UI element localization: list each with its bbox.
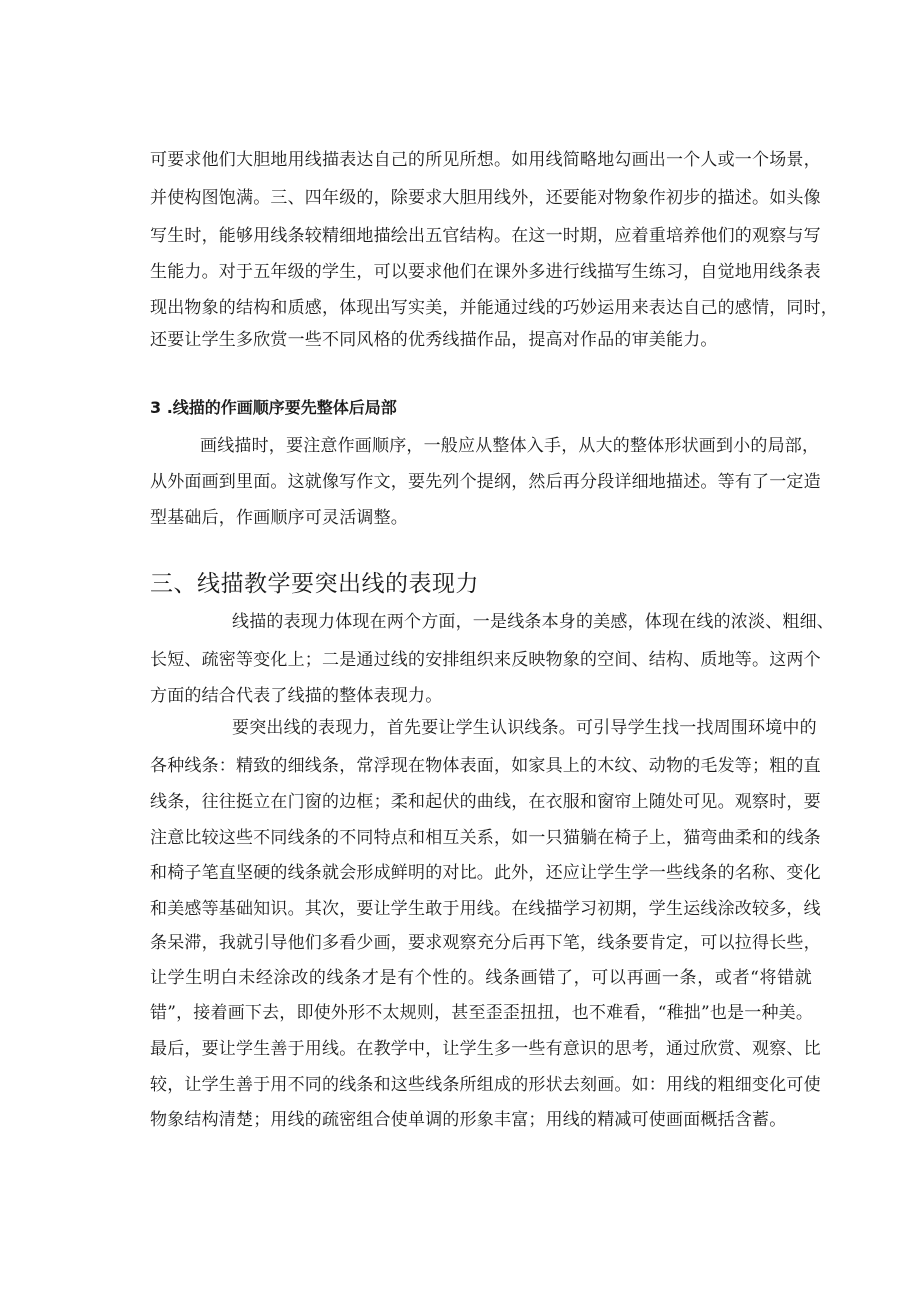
body-text-line: 方面的结合代表了线描的整体表现力。 <box>150 686 443 706</box>
body-text-line: 从外面画到里面。这就像写作文，要先列个提纲，然后再分段详细地描述。等有了一定造 <box>150 472 821 492</box>
body-text-line: 和椅子笔直坚硬的线条就会形成鲜明的对比。此外，还应让学生学一些线条的名称、变化 <box>150 863 821 883</box>
body-text-line: 最后，要让学生善于用线。在教学中，让学生多一些有意识的思考，通过欣赏、观察、比 <box>150 1039 821 1059</box>
body-text-line: 线描的表现力体现在两个方面，一是线条本身的美感，体现在线的浓淡、粗细、 <box>232 612 834 632</box>
body-text-line: 还要让学生多欣赏一些不同风格的优秀线描作品，提高对作品的审美能力。 <box>150 330 718 350</box>
body-text-line: 画线描时，要注意作画顺序，一般应从整体入手，从大的整体形状画到小的局部， <box>200 436 820 456</box>
body-text-line: 错”，接着画下去，即使外形不太规则，甚至歪歪扭扭，也不难看，“稚拙”也是一种美。 <box>150 1003 814 1023</box>
subsection-title: 3 .线描的作画顺序要先整体后局部 <box>150 398 397 417</box>
body-text-line: 写生时，能够用线条较精细地描绘出五官结构。在这一时期，应着重培养他们的观察与写 <box>150 226 821 246</box>
body-text-line: 要突出线的表现力，首先要让学生认识线条。可引导学生找一找周围环境中的 <box>232 718 817 738</box>
body-text-line: 让学生明白未经涂改的线条才是有个性的。线条画错了，可以再画一条，或者“将错就 <box>150 968 812 988</box>
body-text-line: 生能力。对于五年级的学生，可以要求他们在课外多进行线描写生练习，自觉地用线条表 <box>150 262 821 282</box>
body-text-line: 长短、疏密等变化上；二是通过线的安排组织来反映物象的空间、结构、质地等。这两个 <box>150 650 821 670</box>
body-text-line: 条呆滞，我就引导他们多看少画，要求观察充分后再下笔，线条要肯定，可以拉得长些， <box>150 933 821 953</box>
body-text-line: 较，让学生善于用不同的线条和这些线条所组成的形状去刻画。如：用线的粗细变化可使 <box>150 1075 821 1095</box>
body-text-line: 型基础后，作画顺序可灵活调整。 <box>150 508 408 528</box>
body-text-line: 物象结构清楚；用线的疏密组合使单调的形象丰富；用线的精减可使画面概括含蓄。 <box>150 1110 787 1130</box>
body-text-line: 和美感等基础知识。其次，要让学生敢于用线。在线描学习初期，学生运线涂改较多，线 <box>150 899 821 919</box>
section-heading: 三、线描教学要突出线的表现力 <box>150 571 479 597</box>
body-text-line: 并使构图饱满。三、四年级的，除要求大胆用线外，还要能对物象作初步的描述。如头像 <box>150 188 821 208</box>
body-text-line: 各种线条：精致的细线条，常浮现在物体表面，如家具上的木纹、动物的毛发等；粗的直 <box>150 756 821 776</box>
body-text-line: 现出物象的结构和质感，体现出写实美，并能通过线的巧妙运用来表达自己的感情，同时， <box>150 298 838 318</box>
body-text-line: 线条，往往挺立在门窗的边框；柔和起伏的曲线，在衣服和窗帘上随处可见。观察时，要 <box>150 792 821 812</box>
body-text-line: 注意比较这些不同线条的不同特点和相互关系，如一只猫躺在椅子上，猫弯曲柔和的线条 <box>150 828 821 848</box>
body-text-line: 可要求他们大胆地用线描表达自己的所见所想。如用线简略地勾画出一个人或一个场景， <box>150 150 821 170</box>
